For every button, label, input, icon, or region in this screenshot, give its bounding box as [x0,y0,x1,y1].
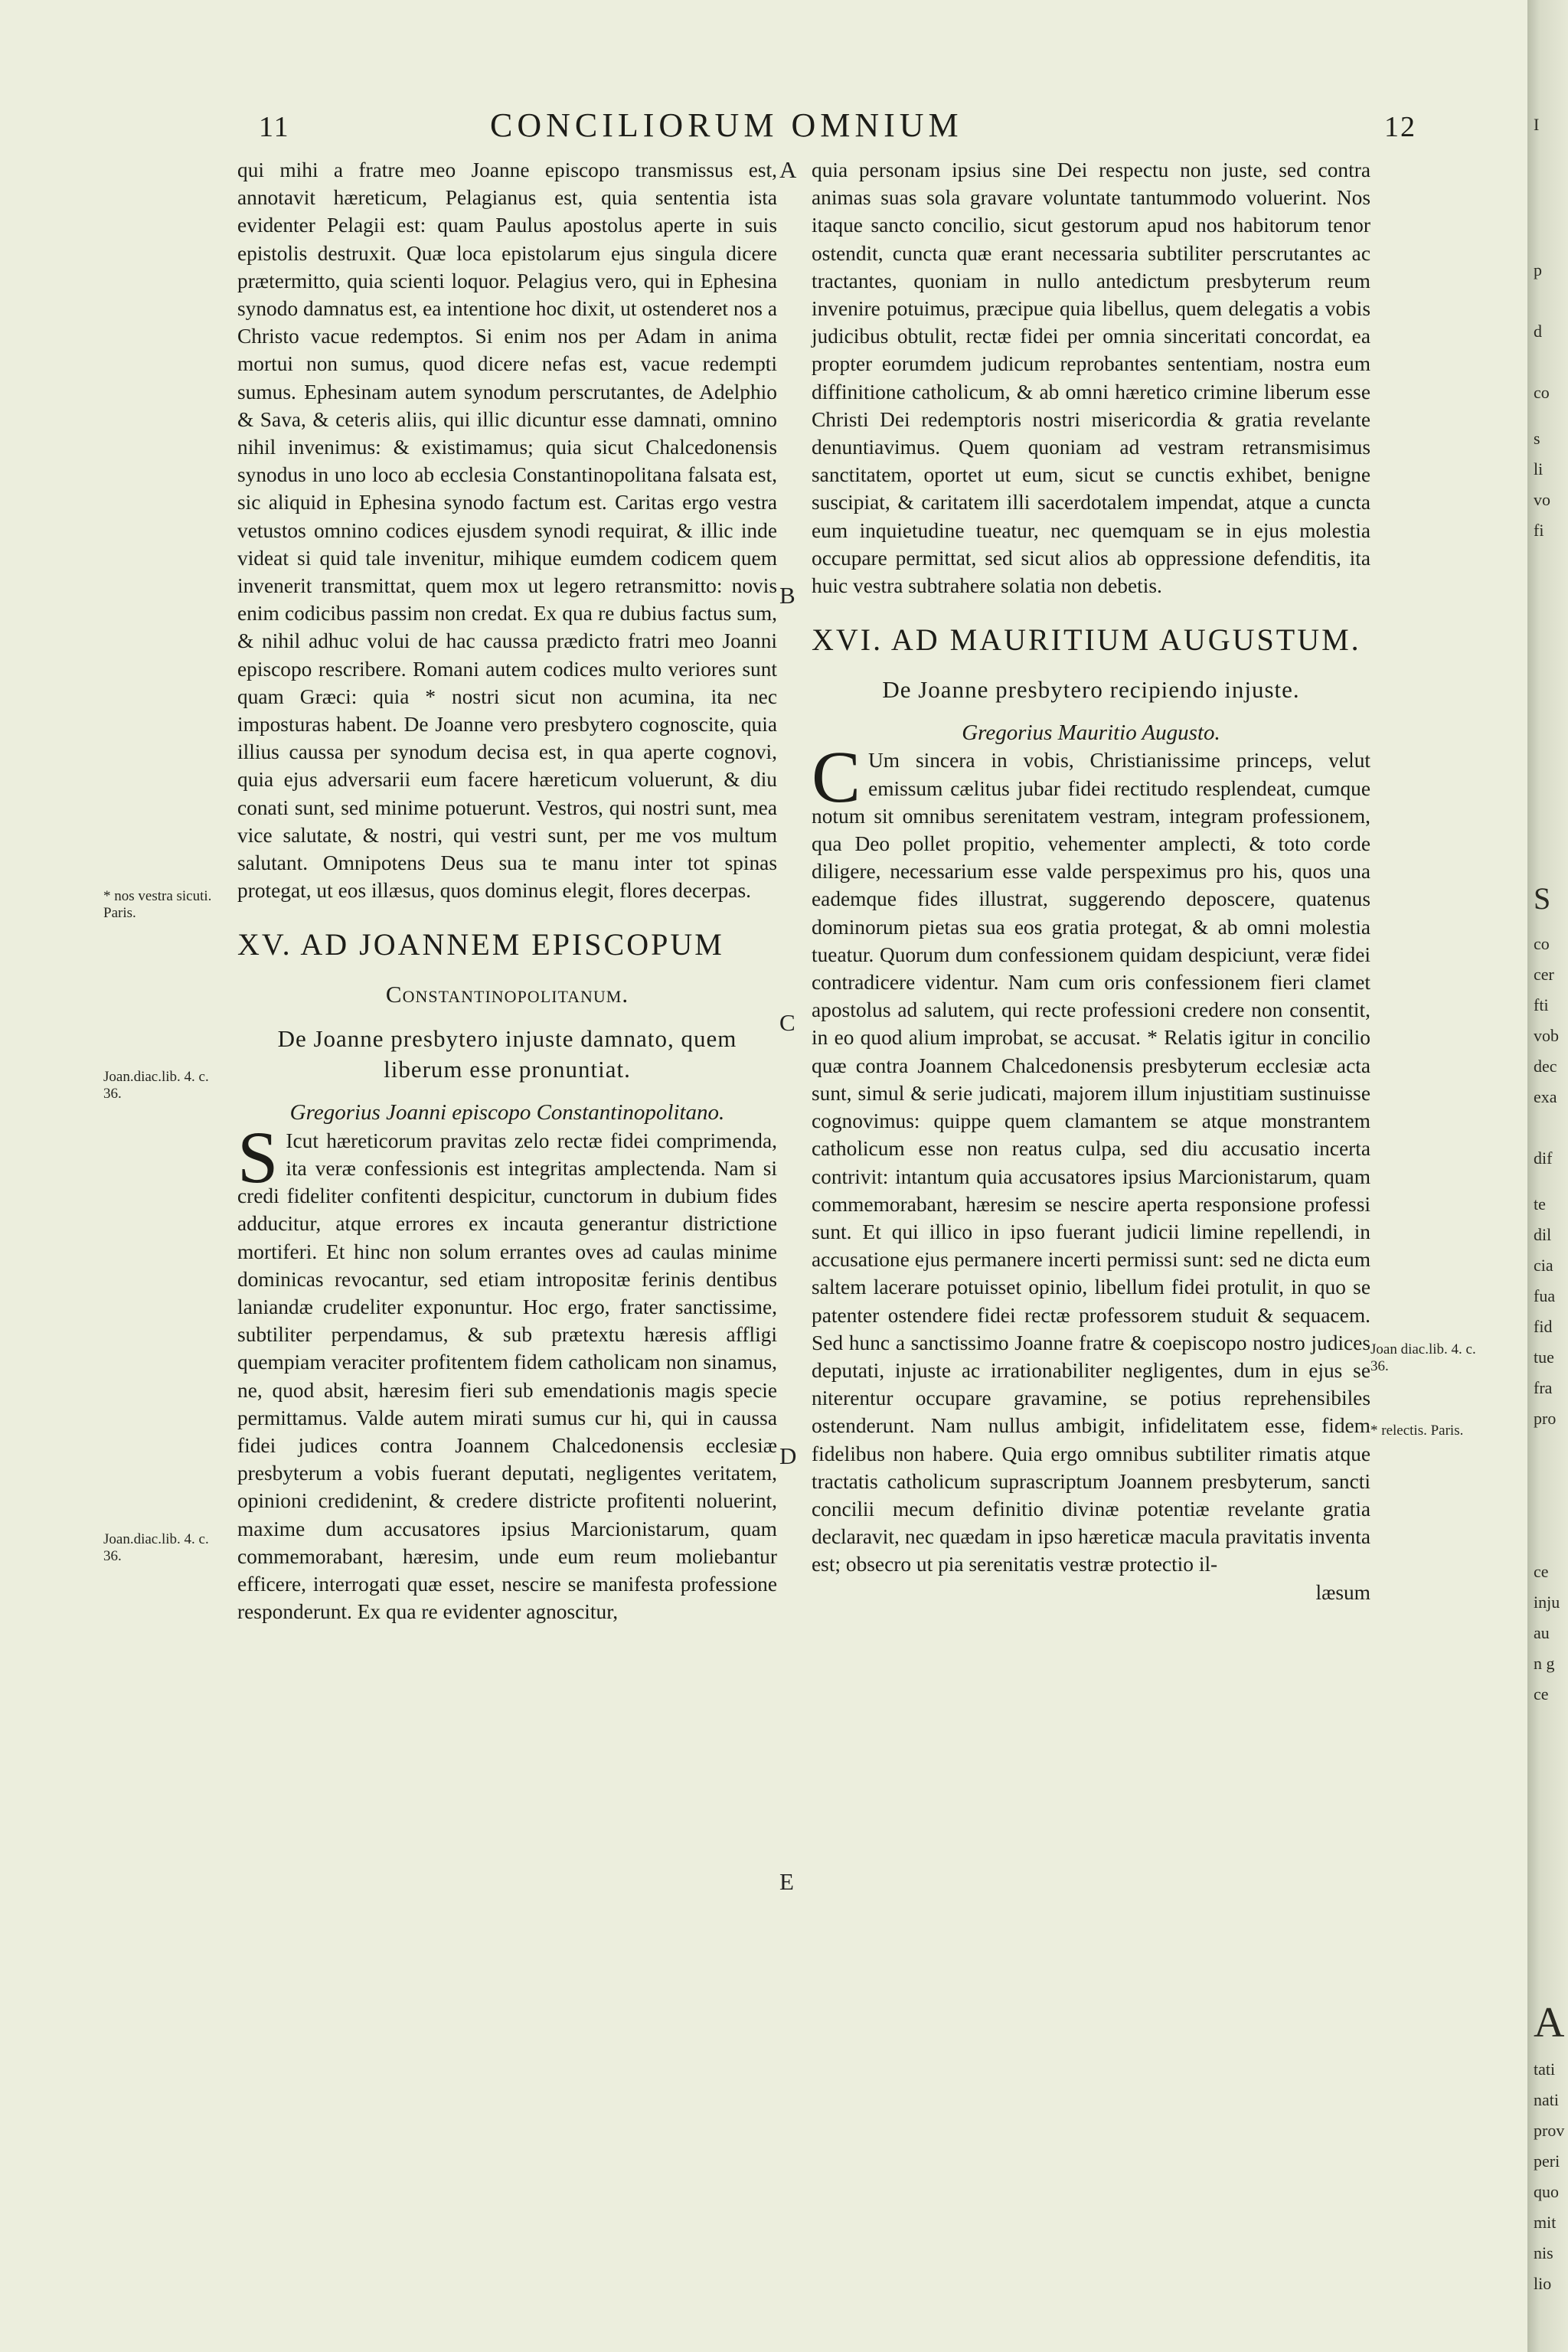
next-page-fragment: n g [1534,1654,1555,1673]
next-page-fragment: dif [1534,1148,1553,1168]
running-title: CONCILIORUM OMNIUM [490,106,963,144]
margin-note-right-2: * relectis. Paris. [1370,1423,1464,1439]
left-paragraph-2-text: Icut hæreticorum pravitas zelo rectæ fidei comprimenda, ita veræ confessionis est integritas amplectenda. Nam si credi fideliter confitenti despicitur, cunctorum in dubium fides adducitur, atque errores ex incauta generantur districtione mortiferi. Et hinc non solum errantes oves ad caulas minime dominicas revocantur, sed etiam intropositæ ferinis dentibus laniandæ crudeliter exponuntur. Hoc ergo, frater sanctissime, subtiliter perpendamus, & sub prætextu hæresis affligi quempiam veraciter profitentem fidem catholicam non sinamus, ne, quod absit, hæresim fieri sub emendationis magis specie permittamus. Valde autem mirati sumus cur hi, qui in caussa fidei judices contra Joannem Chalcedonensis ecclesiæ presbyterum a vobis fuerant deputati, negligentes veritatem, opinioni credidenint, & credere districte profitenti noluerint, maxime dum accusatores ipsius Marcionistarum, quam commemorabant, hæresim, unde eum reum moliebantur efficere, interrogati quæ esset, nescire se manifesta professione responderunt. Ex qua re evidenter agnoscitur, [237,1129,777,1624]
next-page-fragment: au [1534,1623,1550,1642]
next-page-fragment: ce [1534,1562,1549,1581]
left-paragraph-1: qui mihi a fratre meo Joanne episcopo transmissus est, annotavit hæreticum, Pelagianus est, quia sententia ista evidenter Pelagii est: quam Paulus apostolus aperte in suis epistolis destruxit. Quæ loca epistolarum ejus singula dicere prætermitto, quia scienti loquor. Pelagius vero, qui in Ephesina synodo damnatus est, ea intentione hoc dixit, ut ostenderet nos a Christo vacue redemptos. Si enim nos per Adam in anima mortui non sumus, quod dicere nefas est, vacue redempti sumus. Ephesinam autem synodum perscrutantes, de Adelphio & Sava, & ceteris aliis, qui illic dicuntur esse damnati, omnino nihil invenimus: & existimamus; quia sicut Chalcedonensis synodus in uno loco ab ecclesia Constantinopolitana falsata est, sic aliquid in Ephesina synodo factum est. Caritas ergo vestra vetustos omnino codices ejusdem synodi requirat, & illic inde videat si quid tale invenitur, mihique eumdem codicem quem invenerit transmittat, quem mox ut legero retransmitto: novis enim codicibus passim non credat. Ex qua re dubius factus sum, & nihil adhuc volui de hac caussa prædicto fratri meo Joanni episcopo rescribere. Romani autem codices multo veriores sunt quam Græci: quia * nostri sicut non acumina, ita nec imposturas habent. De Joanne vero presbytero cognoscite, quia illius caussa per synodum decisa est, in qua aperte cognovi, quia ejus adversarii eum facere hæreticum voluerunt, & diu conati sunt, sed minime potuerunt. Vestros, qui nostri sunt, mea vice salutate, & nostri, qui vestri sunt, per me vos multum salutant. Omnipotens Deus sua te manu inter tot spinas protegat, ut eos illæsus, quos dominus elegit, flores decerpas. [237,158,777,903]
next-page-edge [1527,0,1568,2352]
dropcap-c: C [812,736,861,818]
next-page-fragment: fua [1534,1286,1556,1305]
next-page-fragment: mit [1534,2213,1557,2232]
left-paragraph-2 [237,1116,777,1626]
right-column [812,156,1370,1606]
next-page-fragment: fra [1534,1378,1553,1397]
right-paragraph-1: quia personam ipsius sine Dei respectu non juste, sed contra animas suas sola gravare voluntate tantummodo voluerint. Nos itaque sancto concilio, sicut gestorum apud nos habitorum tenor ostendit, cuncta quæ erant necessaria subtiliter perscrutantes ac tractantes, quoniam in nullo antedictum presbyterum reum invenire potuimus, præcipue quia libellus, quem delegatis a vobis judicibus obtulit, rectæ fidei per omnia sinceritati concordat, ea propter eorumdem judicum reprobantes sententiam, nostra eum diffinitione catholicum, & ab omni hæretico crimine liberum esse Christi Dei redemptoris nostri misericordia & gratia revelante denuntiavimus. Quem quoniam ad vestram retransmisimus sanctitatem, oportet ut eum, sicut se cunctis exhibet, benigne suscipiat, & caritatem illi sacerdotalem impendat, atque a cuncta eum inquietudine tueatur, nec quemquam se in ejus molestia occupare permittat, sed sicut alios ab oppressione defenditis, ita huic vestra subtrahere solatia non debetis. [812,158,1370,598]
section-subtitle-xv: De Joanne presbytero injuste damnato, quem liberum esse pronuntiat. [277,1025,737,1083]
next-page-fragment: fti [1534,995,1549,1014]
running-head [0,106,1527,152]
next-page-fragment: pro [1534,1409,1557,1428]
section-title-xvi: XVI. AD MAURITIUM AUGUSTUM. [812,622,1361,658]
next-page-fragment: lio [1534,2274,1552,2293]
section-subtitle-xvi: De Joanne presbytero recipiendo injuste. [882,676,1300,704]
next-page-fragment: nis [1534,2243,1553,2262]
next-page-fragment: prov [1534,2121,1565,2140]
next-page-fragment: quo [1534,2182,1559,2201]
next-page-fragment: te [1534,1194,1546,1214]
section-title-xv: XV. AD JOANNEM EPISCOPUM [237,927,724,962]
section-title-xv-continued: Constantinopolitanum. [385,981,629,1008]
next-page-fragment: dil [1534,1225,1552,1244]
margin-note-left-2: Joan.diac.lib. 4. c. 36. [103,1069,209,1102]
next-page-fragment: fi [1534,521,1544,540]
next-page-fragment: ce [1534,1684,1549,1704]
next-page-fragment: dec [1534,1057,1557,1076]
next-page-fragment: li [1534,459,1544,479]
next-page-fragment: cer [1534,965,1554,984]
next-page-fragment: S [1534,881,1551,916]
next-page-fragment: exa [1534,1087,1557,1106]
margin-note-left-3: Joan.diac.lib. 4. c. 36. [103,1531,209,1564]
page-number-left: 11 [259,111,290,143]
section-letter-b: B [779,582,795,609]
next-page-fragment: vo [1534,490,1550,509]
next-page-fragment: inju [1534,1592,1560,1612]
section-letter-d: D [779,1442,797,1469]
next-page-fragment: co [1534,934,1550,953]
catchword: læsum [1315,1580,1370,1604]
next-page-fragment: peri [1534,2151,1560,2171]
margin-note-left-1: * nos vestra sicuti. Paris. [103,888,212,921]
next-page-fragment: I [1534,115,1540,134]
dropcap-s: S [237,1116,279,1198]
next-page-fragment: cia [1534,1256,1553,1275]
right-paragraph-2 [812,736,1370,1578]
next-page-fragment: d [1534,322,1542,341]
next-page-fragment: tati [1534,2060,1556,2079]
next-page-fragment: A [1534,1999,1565,2047]
next-page-fragment: vob [1534,1026,1559,1045]
right-paragraph-2-text: Um sincera in vobis, Christianissime princeps, velut emissum cælitus jubar fidei rectitudo resplendeat, cumque notum sit omnibus serenitatem vestram, integram professionem, qua Deo pollet propitio, vehementer amplecti, & toto corde diligere, necessarium esse valde perspeximus pro his, quos una eademque fides illustrat, suggerendo deposcere, quatenus dominorum pietas sua eos gratia protegat, & ab omni molestia tueatur. Quorum dum confessionem quidam despiciunt, veræ fidei contradicere videntur. Nam cum oris confessionem fieri clamet apostolus ad salutem, qui recte professioni credere non consentit, in eo quod alium improbat, se accusat. * Relatis igitur in concilio quæ contra Joannem Chalcedonensis presbyterum ecclesiæ acta sunt, simul & serie judicati, majorem illum injustitiam sustinuisse cognovimus: quippe quem clamantem se atque monstrantem catholicum esse non reatus culpa, sed diu accusatio incerta contrivit: intantum quia accusatores ipsius Marcionistarum, quam commemorabant, hæresim se nescire aperta responsione professi sunt. Et qui illico in ipso fuerant judicii limine repellendi, in accusatione ejus permanere incerti permissi sunt: sed ne dicta eum saltem lacerare potuisset opinio, libellum fidei protulit, in quo se patenter ostendere fidei rectæ professorem studuit & sequacem. Sed hunc a sanctissimo Joanne fratre & coepiscopo nostro judices deputati, injuste ac irrationabiliter negligentes, dum in ejus se niterentur occupare gravamine, se potius reprehensibiles ostenderunt. Nam nullus ambigit, infidelitatem esse, fidem fidelibus non habere. Quia ergo omnibus subtiliter rimatis atque tractatis catholicum suprascriptum Joannem presbyterum, sancti concilii mecum definitio divinæ potentiæ revelante gratia declaravit, nec quædam in ipso hæreticæ macula pravitatis inventa est; obsecro ut pia serenitatis vestræ protectio il- [812,749,1370,1576]
next-page-fragment: p [1534,260,1542,279]
next-page-fragment: s [1534,429,1540,448]
section-letter-c: C [779,1009,795,1036]
next-page-fragment: co [1534,383,1550,402]
salutation-xv: Gregorius Joanni episcopo Constantinopolitano. [289,1100,725,1125]
section-letter-a: A [779,156,797,183]
next-page-fragment: fid [1534,1317,1553,1336]
margin-note-right-1: Joan diac.lib. 4. c. 36. [1370,1341,1476,1374]
next-page-fragment: tue [1534,1348,1554,1367]
left-column [237,156,777,1625]
section-letter-e: E [779,1868,794,1895]
page-number-right: 12 [1384,111,1416,143]
next-page-fragment: nati [1534,2090,1559,2109]
salutation-xvi: Gregorius Mauritio Augusto. [962,720,1220,746]
